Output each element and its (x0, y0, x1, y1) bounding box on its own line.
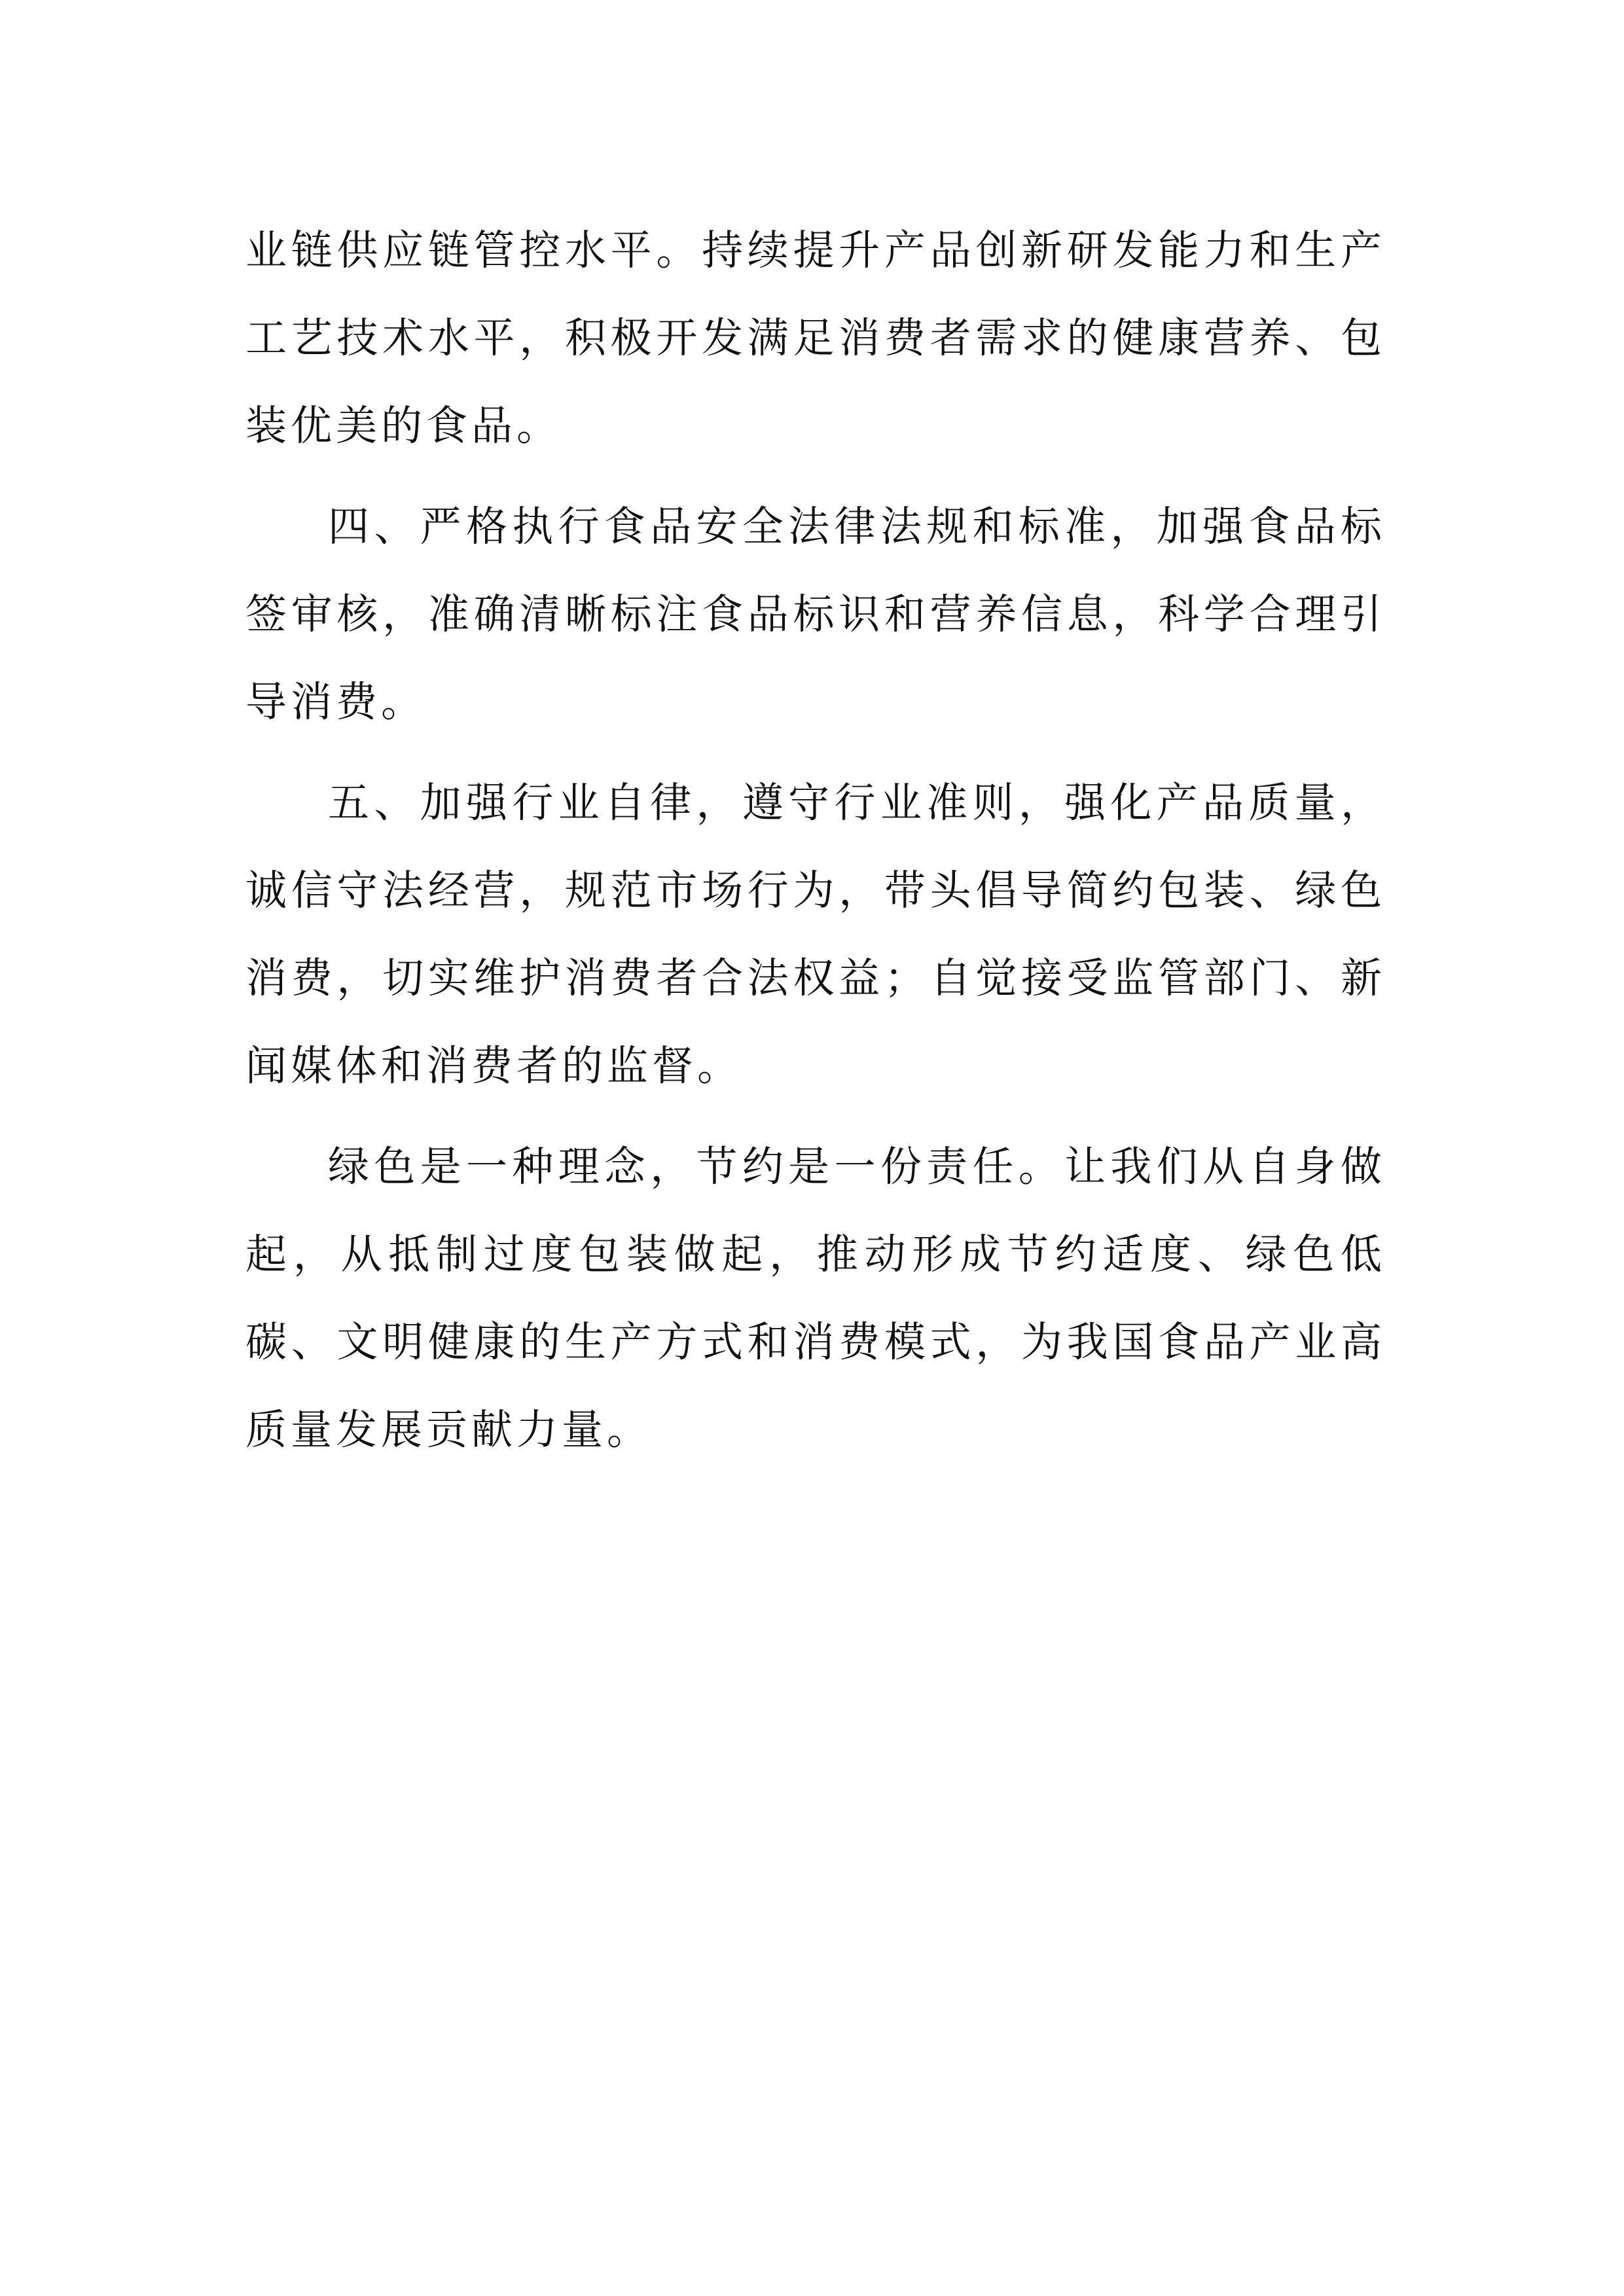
document-body (245, 207, 1386, 1487)
paragraph-item-five: 五、加强行业自律，遵守行业准则，强化产品质量，诚信守法经营，规范市场行为，带头倡导简约包装、绿色消费，切实维护消费者合法权益；自觉接受监管部门、新闻媒体和消费者的监督。 (245, 779, 1386, 1090)
paragraph-closing: 绿色是一种理念，节约是一份责任。让我们从自身做起，从抵制过度包装做起，推动形成节约适度、绿色低碳、文明健康的生产方式和消费模式，为我国食品产业高质量发展贡献力量。 (245, 1143, 1386, 1454)
paragraph-item-four: 四、严格执行食品安全法律法规和标准，加强食品标签审核，准确清晰标注食品标识和营养信息，科学合理引导消费。 (245, 503, 1386, 726)
paragraph-continuation: 业链供应链管控水平。持续提升产品创新研发能力和生产工艺技术水平，积极开发满足消费者需求的健康营养、包装优美的食品。 (245, 226, 1386, 450)
